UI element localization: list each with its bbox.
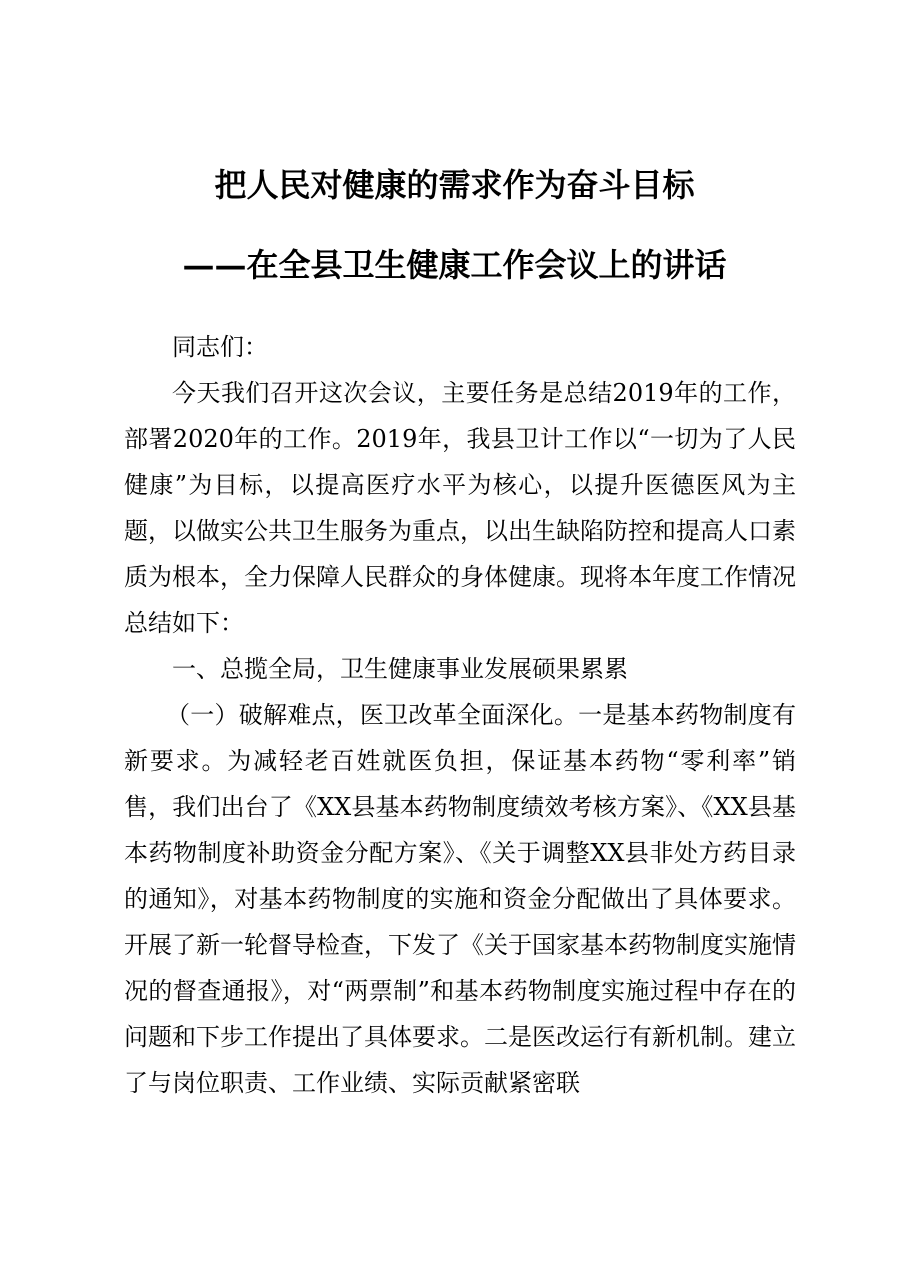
salutation: 同志们： [172,333,268,361]
document-body [124,324,796,1106]
document-subtitle: ——在全县卫生健康工作会议上的讲话 [182,246,727,284]
document-title: 把人民对健康的需求作为奋斗目标 [214,166,695,204]
paragraph: 今天我们召开这次会议，主要任务是总结2019年的工作，部署2020年的工作。2019年，我县卫计工作以“一切为了人民健康”为目标，以提高医疗水平为核心，以提升医德医风为主题，以做实公共卫生服务为重点，以出生缺陷防控和提高人口素质为根本，全力保障人民群众的身体健康。现将本年度工作情况总结如下： [124,379,796,637]
section-heading: 一、总揽全局，卫生健康事业发展硕果累累 [172,655,628,683]
subsection-paragraph: （一）破解难点，医卫改革全面深化。一是基本药物制度有新要求。为减轻老百姓就医负担，保证基本药物“零利率”销售，我们出台了《XX县基本药物制度绩效考核方案》、《XX县基本药物制度补助资金分配方案》、《关于调整XX县非处方药目录的通知》，对基本药物制度的实施和资金分配做出了具体要求。开展了新一轮督导检查，下发了《关于国家基本药物制度实施情况的督查通报》，对“两票制”和基本药物制度实施过程中存在的问题和下步工作提出了具体要求。二是医改运行有新机制。建立了与岗位职责、工作业绩、实际贡献紧密联 [124,701,796,1097]
